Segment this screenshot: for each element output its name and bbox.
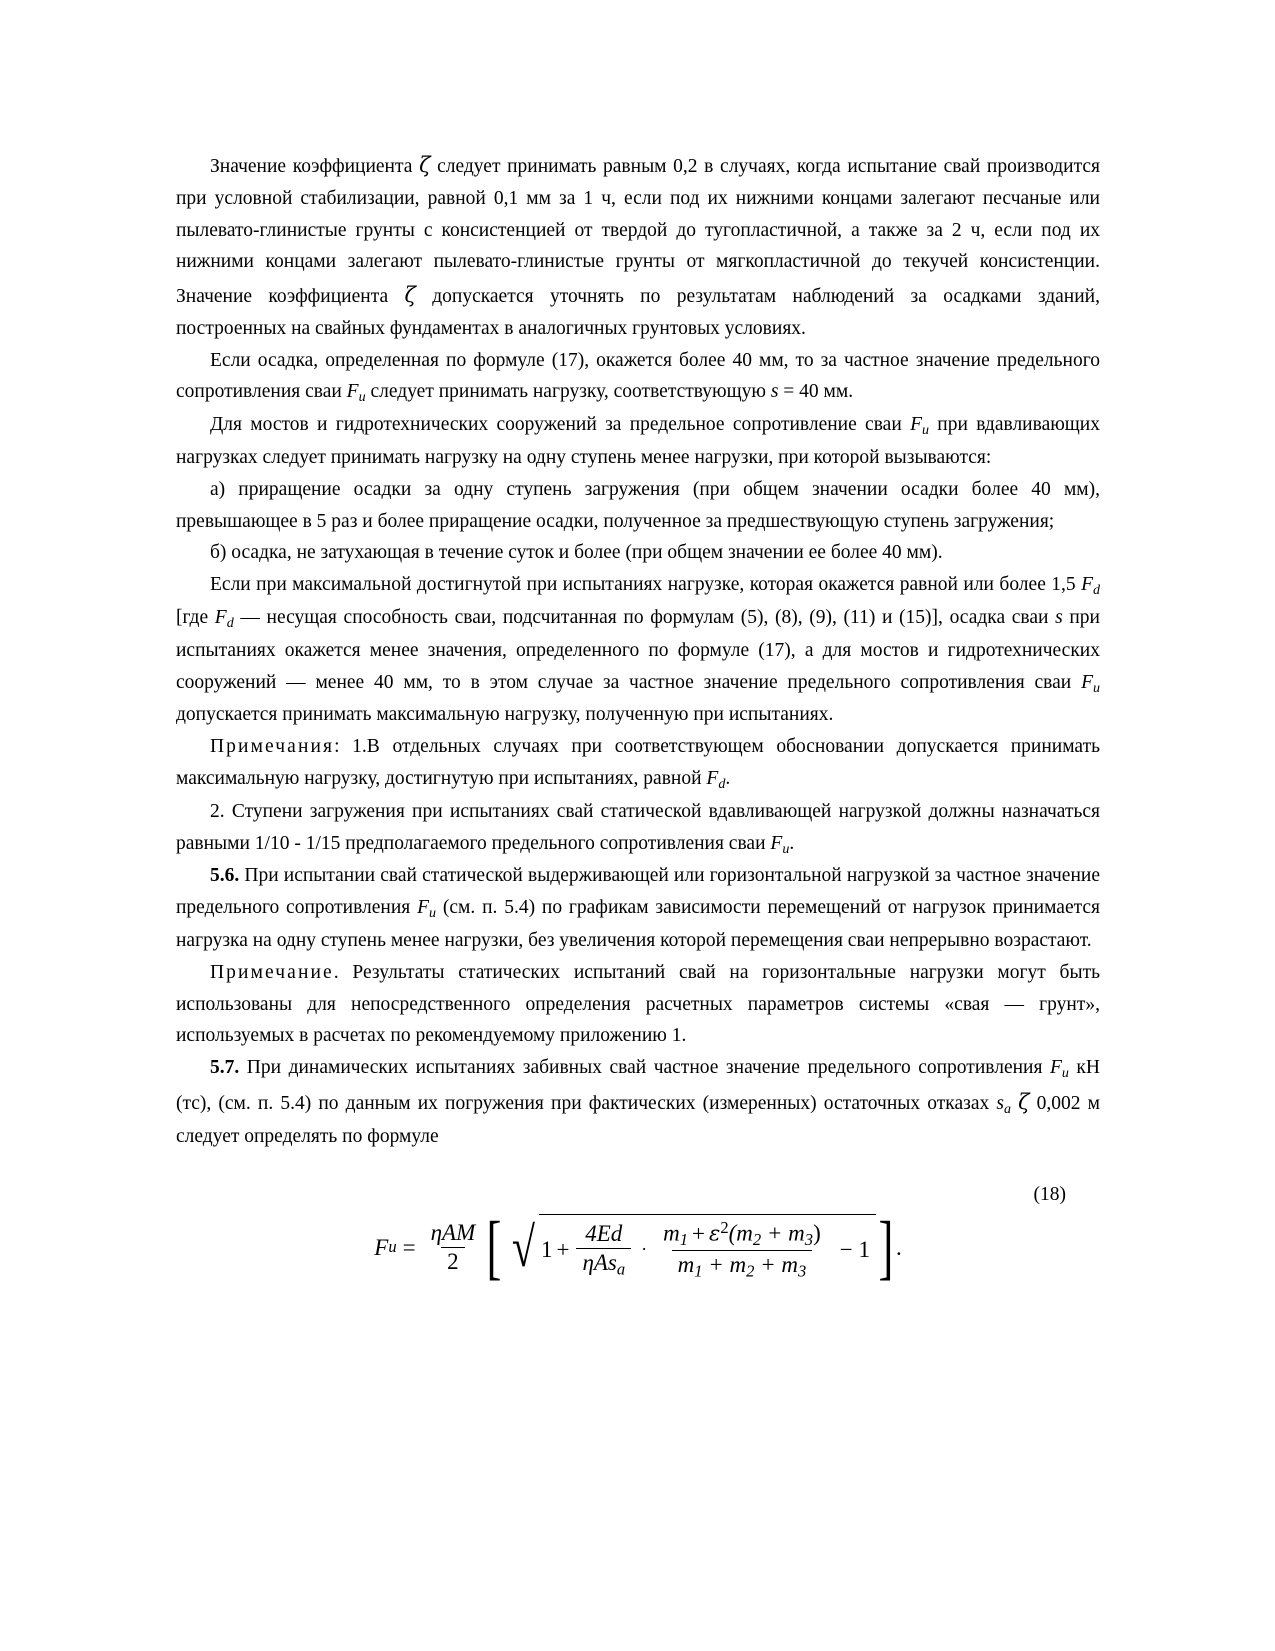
bracket-open: [ bbox=[486, 1206, 502, 1287]
paragraph-3 bbox=[176, 409, 1100, 474]
text-run: [где bbox=[176, 607, 215, 629]
minus-one: − 1 bbox=[839, 1236, 870, 1262]
var-F: F bbox=[346, 381, 359, 403]
coefficient-fraction bbox=[425, 1220, 482, 1276]
greek-zeta: ζ bbox=[404, 283, 416, 308]
var-sub: u bbox=[921, 422, 929, 439]
one-term: 1 bbox=[540, 1236, 553, 1262]
paragraph-6 bbox=[176, 569, 1100, 731]
var-F: F bbox=[770, 832, 783, 854]
var-F: F bbox=[910, 414, 922, 436]
text-run: Если осадка, определенная по формуле (17), окажется более 40 мм, то за частное значение предельного сопротивления сваи bbox=[176, 349, 1100, 403]
var-s: s bbox=[996, 1092, 1004, 1114]
text-run: следует принимать равным 0,2 в случаях, когда испытание свай производится при условной стабилизации, равной 0,1 мм за 1 ч, если под их нижними концами залегают песчаные или пылевато-глинистые грунты с консистенцией от твердой до тугопластичной, а также за 2 ч, если под их нижними концами залегают пылевато-глинистые грунты от мягкопластичной до текучей консистенции. Значение коэффициента bbox=[176, 156, 1100, 308]
multiplication-dot: · bbox=[641, 1239, 648, 1260]
var-F: F bbox=[1049, 1057, 1062, 1079]
period: . bbox=[895, 1234, 902, 1260]
text-run: : 1.В отдельных случаях при соответствующем обосновании допускается принимать максимальную нагрузку, достигнутую при испытаниях, равной bbox=[176, 736, 1100, 789]
bracket-close: ] bbox=[878, 1206, 894, 1287]
text-run: При испытании свай статической выдерживающей или горизонтальной нагрузкой за частное значение предельного сопротивления bbox=[176, 865, 1100, 919]
equation-number: (18) bbox=[1033, 1183, 1066, 1205]
text-run: 2. Ступени загружения при испытаниях свай статической вдавливающей нагрузкой должны назначаться равными 1/10 - 1/15 предполагаемого предельного сопротивления сваи bbox=[176, 800, 1100, 854]
paragraph-9-clause-5-6 bbox=[176, 860, 1100, 956]
document-body bbox=[176, 148, 1100, 1287]
m2-sub: 2 bbox=[746, 1262, 755, 1282]
inner-fraction-1 bbox=[576, 1221, 631, 1279]
equation-lhs-sub: u bbox=[388, 1237, 397, 1257]
text-run: . Результаты статических испытаний свай на горизонтальные нагрузки могут быть использованы для непосредственного определения расчетных параметров системы «свая — грунт», используемых в расчетах по рекомендуемому приложению 1. bbox=[176, 961, 1100, 1047]
radical-sign: √ bbox=[512, 1216, 536, 1279]
note-label: Примечание bbox=[210, 961, 334, 983]
var-F: F bbox=[1081, 671, 1093, 693]
var-sub: d bbox=[226, 614, 234, 631]
text-run: 0,002 м следует определять по формуле bbox=[176, 1092, 1100, 1147]
equals-sign: = bbox=[402, 1234, 416, 1260]
var-sub: a bbox=[1003, 1100, 1011, 1117]
var-sub: u bbox=[358, 389, 366, 406]
text-run: б) осадка, не затухающая в течение суток и более (при общем значении ее более 40 мм). bbox=[210, 542, 943, 564]
text-run: кН (тс), (см. п. 5.4) по данным их погружения при фактических (измеренных) остаточных отказах bbox=[176, 1057, 1100, 1114]
var-sub: u bbox=[429, 905, 437, 922]
inner-fraction-2-numerator bbox=[657, 1218, 827, 1250]
var-sub: u bbox=[1061, 1065, 1069, 1082]
paragraph-2 bbox=[176, 345, 1100, 410]
paragraph-4-item-a bbox=[176, 474, 1100, 538]
equation-expression bbox=[374, 1206, 902, 1287]
var-s: s bbox=[1055, 607, 1063, 629]
greek-zeta: ζ bbox=[419, 153, 431, 177]
notes-label: Примечания bbox=[210, 736, 335, 758]
var-sub: u bbox=[1092, 679, 1100, 696]
greek-epsilon: ε bbox=[709, 1221, 721, 1246]
text-run: = 40 мм. bbox=[778, 381, 854, 403]
paragraph-1 bbox=[176, 148, 1100, 345]
text-run: допускается уточнять по результатам наблюдений за осадками зданий, построенных на свайных фундаментах в аналогичных грунтовых условиях. bbox=[176, 286, 1100, 339]
plus-sign: + bbox=[556, 1236, 570, 1262]
m2: + m bbox=[702, 1252, 747, 1278]
text-run: . bbox=[725, 768, 731, 789]
clause-number: 5.7. bbox=[210, 1057, 240, 1079]
paragraph-5-item-b bbox=[176, 537, 1100, 569]
m1: m bbox=[677, 1252, 695, 1278]
epsilon-exponent: 2 bbox=[720, 1218, 729, 1238]
text-run: . bbox=[789, 832, 795, 854]
text-run: — несущая способность сваи, подсчитанная по формулам (5), (8), (9), (11) и (15)], осадка сваи bbox=[233, 607, 1056, 629]
var-F: F bbox=[214, 607, 227, 629]
var-F: F bbox=[1081, 574, 1093, 596]
m2-open: (m bbox=[728, 1220, 753, 1246]
coefficient-numerator: ηAM bbox=[430, 1219, 476, 1245]
text-run: следует принимать нагрузку, соответствующую bbox=[365, 381, 771, 403]
square-root bbox=[508, 1214, 876, 1281]
var-sub: d bbox=[1092, 582, 1100, 599]
var-F: F bbox=[706, 768, 719, 789]
m3-sub: 3 bbox=[798, 1262, 807, 1282]
text-run: Значение коэффициента bbox=[210, 156, 420, 177]
text-run: допускается принимать максимальную нагрузку, полученную при испытаниях. bbox=[176, 704, 834, 726]
den-main: ηAs bbox=[582, 1250, 617, 1276]
inner-fraction-1-numerator: 4Ed bbox=[585, 1220, 623, 1246]
paragraph-10-note bbox=[176, 957, 1100, 1052]
m1-sub: 1 bbox=[679, 1230, 689, 1250]
equation-lhs-var: F bbox=[374, 1234, 389, 1260]
m2-sub: 2 bbox=[752, 1230, 762, 1250]
var-s: s bbox=[770, 381, 779, 403]
paragraph-8-note-2 bbox=[176, 796, 1100, 861]
m3-mid: + m bbox=[761, 1220, 805, 1246]
equation-18 bbox=[176, 1206, 1100, 1287]
text-run: при вдавливающих нагрузках следует принимать нагрузку на одну ступень менее нагрузки, при которой вызываются: bbox=[176, 414, 1100, 469]
m3-sub: 3 bbox=[804, 1230, 814, 1250]
var-sub: u bbox=[782, 840, 790, 857]
den-sub: a bbox=[616, 1259, 626, 1279]
inner-fraction-2-denominator bbox=[672, 1250, 813, 1281]
text-run: Для мостов и гидротехнических сооружений за предельное сопротивление сваи bbox=[210, 414, 911, 436]
var-sub: d bbox=[718, 775, 726, 792]
m3: + m bbox=[754, 1252, 799, 1278]
text-run: а) приращение осадки за одну ступень загружения (при общем значении осадки более 40 мм), превышающее в 5 раз и более приращение осадки, полученное за предшествующую ступень загружения; bbox=[176, 478, 1100, 532]
text-run: (см. п. 5.4) по графикам зависимости перемещений от нагрузок принимается нагрузка на одну ступень менее нагрузки, без увеличения которой перемещения сваи непрерывно возрастают. bbox=[176, 897, 1100, 951]
clause-number: 5.6. bbox=[210, 865, 240, 887]
text-run: При динамических испытаниях забивных свай частное значение предельного сопротивления bbox=[239, 1057, 1050, 1079]
text-run: при испытаниях окажется менее значения, определенного по формуле (17), а для мостов и гидротехнических сооружений — менее 40 мм, то в этом случае за частное значение предельного сопротивления сваи bbox=[176, 607, 1100, 693]
text-run: Если при максимальной достигнутой при испытаниях нагрузке, которая окажется равной или более 1,5 bbox=[210, 574, 1082, 596]
inner-fraction-1-denominator bbox=[576, 1248, 631, 1279]
paragraph-7-notes bbox=[176, 731, 1100, 796]
m1: m bbox=[663, 1220, 680, 1246]
radicand bbox=[539, 1214, 876, 1281]
paren-close: ) bbox=[813, 1220, 821, 1246]
var-F: F bbox=[417, 897, 430, 919]
coefficient-denominator: 2 bbox=[441, 1247, 465, 1275]
m1-sub: 1 bbox=[694, 1262, 703, 1282]
paragraph-11-clause-5-7 bbox=[176, 1052, 1100, 1152]
greek-zeta: ζ bbox=[1018, 1089, 1030, 1114]
plus-sign: + bbox=[692, 1220, 706, 1246]
inner-fraction-2 bbox=[657, 1218, 827, 1281]
